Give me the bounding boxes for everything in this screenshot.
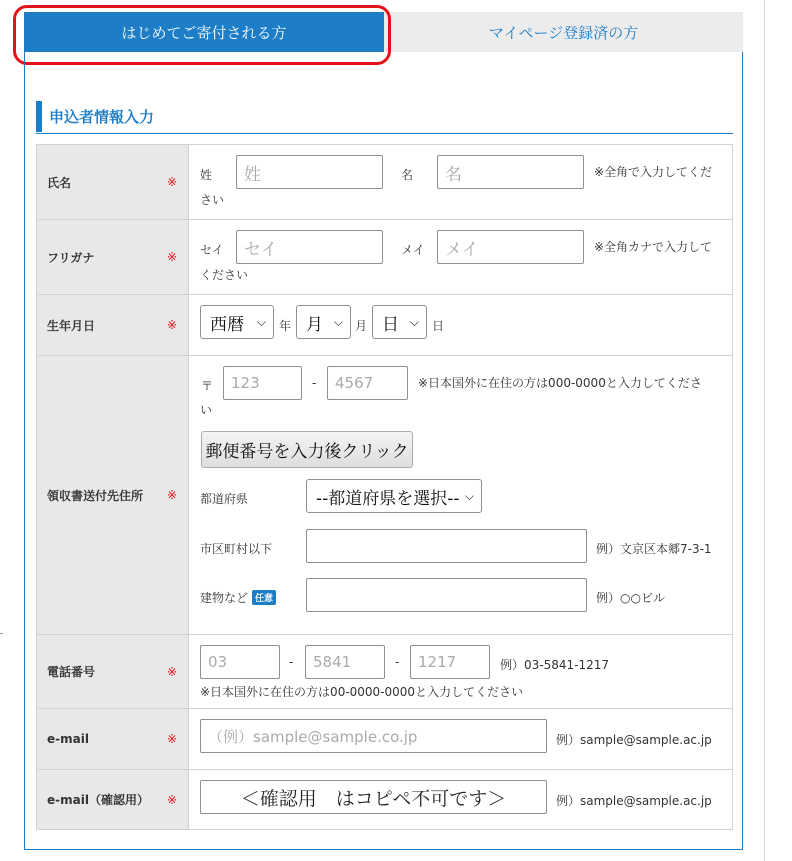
row-phone (37, 635, 733, 709)
required-mark: ※ (167, 175, 178, 189)
kana-note: ※全角カナで入力して (594, 240, 713, 254)
phone-example: 例）03-5841-1217 (500, 658, 610, 672)
required-mark: ※ (167, 488, 178, 502)
chevron-down-icon: ⌵ (256, 315, 266, 329)
phone-dash-2: - (395, 655, 400, 669)
phone-label: 電話番号 (47, 665, 96, 679)
row-address (37, 356, 733, 635)
email-confirm-field-cell (189, 770, 733, 830)
first-kana-label: メイ (401, 243, 425, 257)
birthdate-label: 生年月日 (47, 318, 96, 333)
email-label-cell (37, 709, 189, 770)
phone-label-cell (37, 635, 189, 709)
postal-code-1-input[interactable]: 123 (223, 366, 302, 400)
last-name-label: 姓 (200, 168, 213, 182)
last-name-input[interactable]: 姓 (236, 155, 383, 189)
kana-label-cell (37, 220, 189, 295)
city-label: 市区町村以下 (200, 542, 273, 556)
required-mark: ※ (167, 792, 178, 807)
email-example: 例）sample@sample.ac.jp (556, 733, 712, 747)
last-kana-label: セイ (200, 243, 224, 257)
edge-tick (0, 633, 3, 634)
section-accent-bar (36, 101, 42, 132)
era-select-value: 西暦 (210, 314, 244, 335)
email-confirm-label-cell (37, 770, 189, 830)
birthdate-field-cell (189, 295, 733, 356)
phone-part3-input[interactable]: 1217 (410, 645, 490, 679)
building-label: 建物など (200, 591, 249, 605)
name-label: 氏名 (47, 175, 72, 190)
year-unit: 年 (279, 319, 292, 333)
day-select-value: 日 (382, 314, 399, 335)
email-confirm-label: e-mail（確認用） (47, 793, 149, 807)
postal-dash: - (312, 376, 317, 390)
postal-mark: 〒 (201, 379, 214, 393)
phone-part2-input[interactable]: 5841 (305, 645, 385, 679)
applicant-form-table (36, 144, 733, 830)
postal-lookup-button[interactable]: 郵便番号を入力後クリック (201, 431, 413, 468)
chevron-down-icon: ⌵ (464, 489, 474, 503)
email-field-cell (189, 709, 733, 770)
required-mark: ※ (167, 250, 178, 264)
first-name-input[interactable]: 名 (437, 155, 584, 189)
required-mark: ※ (167, 318, 178, 332)
phone-note: ※日本国外に在住の方は00-0000-0000と入力してください (200, 685, 524, 699)
row-kana (37, 220, 733, 295)
email-label: e-mail (47, 732, 89, 746)
row-email-confirm (37, 770, 733, 830)
kana-label: フリガナ (47, 250, 95, 265)
address-field-cell (189, 356, 733, 635)
email-input[interactable]: （例）sample@sample.co.jp (200, 719, 547, 753)
building-input[interactable] (306, 578, 587, 612)
kana-note-cont: ください (200, 268, 249, 282)
postal-code-2-input[interactable]: 4567 (327, 366, 408, 400)
prefecture-label: 都道府県 (200, 492, 249, 506)
required-mark: ※ (167, 732, 178, 746)
row-birthdate (37, 295, 733, 356)
chevron-down-icon: ⌵ (409, 315, 419, 329)
section-title: 申込者情報入力 (49, 108, 155, 126)
name-note: ※全角で入力してくだ (594, 165, 713, 179)
email-confirm-example: 例）sample@sample.ac.jp (556, 794, 712, 808)
phone-field-cell (189, 635, 733, 709)
row-email (37, 709, 733, 770)
day-unit: 日 (432, 319, 445, 333)
postal-note-cont: い (200, 403, 213, 417)
birthdate-label-cell (37, 295, 189, 356)
kana-field-cell (189, 220, 733, 295)
building-example: 例）○○ビル (596, 591, 665, 605)
tab-first-time[interactable]: はじめてご寄付される方 (24, 12, 384, 52)
name-note-cont: さい (200, 193, 225, 207)
name-field-cell (189, 145, 733, 220)
tab-registered[interactable]: マイページ登録済の方 (384, 12, 743, 52)
tab-bar (24, 12, 743, 52)
last-kana-input[interactable]: セイ (236, 230, 383, 264)
city-input[interactable] (306, 529, 587, 563)
address-label-cell (37, 356, 189, 635)
era-select[interactable] (200, 305, 274, 339)
month-select-value: 月 (306, 314, 323, 335)
first-kana-input[interactable]: メイ (437, 230, 584, 264)
day-select[interactable] (372, 305, 427, 339)
chevron-down-icon: ⌵ (333, 315, 343, 329)
optional-badge: 任意 (252, 590, 276, 605)
address-label: 領収書送付先住所 (47, 488, 144, 503)
section-header (36, 101, 733, 134)
row-name (37, 145, 733, 220)
phone-part1-input[interactable]: 03 (200, 645, 280, 679)
building-label-wrap (200, 589, 276, 606)
month-unit: 月 (355, 319, 368, 333)
month-select[interactable] (296, 305, 351, 339)
prefecture-select[interactable] (306, 479, 482, 513)
phone-dash-1: - (289, 655, 294, 669)
first-name-label: 名 (401, 168, 414, 182)
city-example: 例）文京区本郷7-3-1 (596, 542, 712, 556)
postal-note: ※日本国外に在住の方は000-0000と入力してくださ (418, 376, 702, 390)
name-label-cell (37, 145, 189, 220)
required-mark: ※ (167, 664, 178, 679)
prefecture-select-value: --都道府県を選択-- (316, 488, 460, 509)
email-confirm-input[interactable]: ＜確認用 はコピペ不可です＞ (200, 780, 547, 814)
